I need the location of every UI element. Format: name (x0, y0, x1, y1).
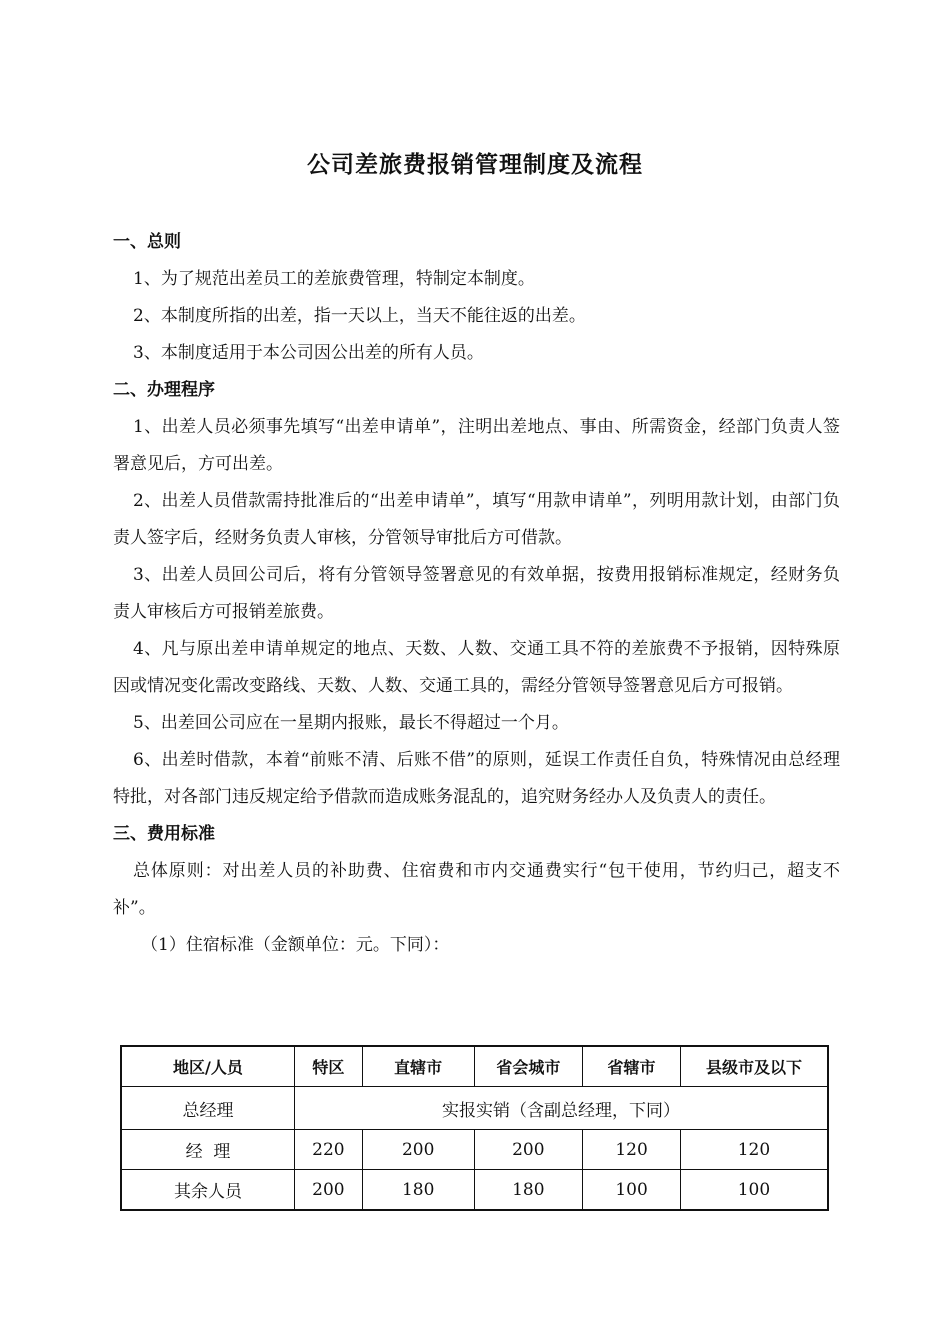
section-heading-general: 一、总则 (113, 232, 181, 252)
row-label: 经 理 (121, 1130, 294, 1170)
table-cell: 100 (680, 1170, 828, 1211)
table-cell: 220 (294, 1130, 362, 1170)
paragraph: 3、本制度适用于本公司因公出差的所有人员。 (133, 343, 484, 363)
paragraph: 4、凡与原出差申请单规定的地点、天数、人数、交通工具不符的差旅费不予报销，因特殊原因或情况变化需改变路线、天数、人数、交通工具的，需经分管领导签署意见后方可报销。 (113, 639, 840, 696)
paragraph: 3、出差人员回公司后，将有分管领导签署意见的有效单据，按费用报销标准规定，经财务负责人审核后方可报销差旅费。 (113, 565, 840, 622)
paragraph: 1、出差人员必须事先填写“出差申请单”，注明出差地点、事由、所需资金，经部门负责人签署意见后，方可出差。 (113, 417, 840, 474)
table-caption: （1）住宿标准（金额单位：元。下同）： (141, 935, 450, 955)
table-cell: 200 (474, 1130, 583, 1170)
table-cell: 100 (583, 1170, 681, 1211)
paragraph: 总体原则：对出差人员的补助费、住宿费和市内交通费实行“包干使用，节约归己，超支不补”。 (113, 861, 840, 918)
paragraph: 5、出差回公司应在一星期内报账，最长不得超过一个月。 (133, 713, 569, 733)
row-label: 其余人员 (121, 1170, 294, 1211)
table-row (121, 1170, 828, 1211)
column-header: 直辖市 (362, 1046, 474, 1087)
table-cell: 120 (583, 1130, 681, 1170)
column-header: 省会城市 (474, 1046, 583, 1087)
column-header: 县级市及以下 (680, 1046, 828, 1087)
table-header-row (121, 1046, 828, 1087)
table-row (121, 1130, 828, 1170)
document-title: 公司差旅费报销管理制度及流程 (307, 152, 643, 178)
paragraph: 2、本制度所指的出差，指一天以上，当天不能往返的出差。 (133, 306, 586, 326)
table-cell: 200 (294, 1170, 362, 1211)
paragraph: 2、出差人员借款需持批准后的“出差申请单”，填写“用款申请单”，列明用款计划，由部门负责人签字后，经财务负责人审核，分管领导审批后方可借款。 (113, 491, 840, 548)
column-header: 地区/人员 (121, 1046, 294, 1087)
paragraph: 1、为了规范出差员工的差旅费管理，特制定本制度。 (133, 269, 535, 289)
paragraph: 6、出差时借款，本着“前账不清、后账不借”的原则，延误工作责任自负，特殊情况由总经理特批，对各部门违反规定给予借款而造成账务混乱的，追究财务经办人及负责人的责任。 (113, 750, 840, 807)
section-heading-standards: 三、费用标准 (113, 824, 215, 844)
accommodation-standard-table (120, 1045, 829, 1211)
table-row (121, 1087, 828, 1130)
column-header: 特区 (294, 1046, 362, 1087)
table-cell: 120 (680, 1130, 828, 1170)
document-body (113, 224, 840, 964)
table-cell: 180 (474, 1170, 583, 1211)
table-cell: 实报实销（含副总经理，下同） (294, 1087, 828, 1130)
column-header: 省辖市 (583, 1046, 681, 1087)
table-cell: 200 (362, 1130, 474, 1170)
table-cell: 180 (362, 1170, 474, 1211)
row-label: 总经理 (121, 1087, 294, 1130)
section-heading-procedure: 二、办理程序 (113, 380, 215, 400)
